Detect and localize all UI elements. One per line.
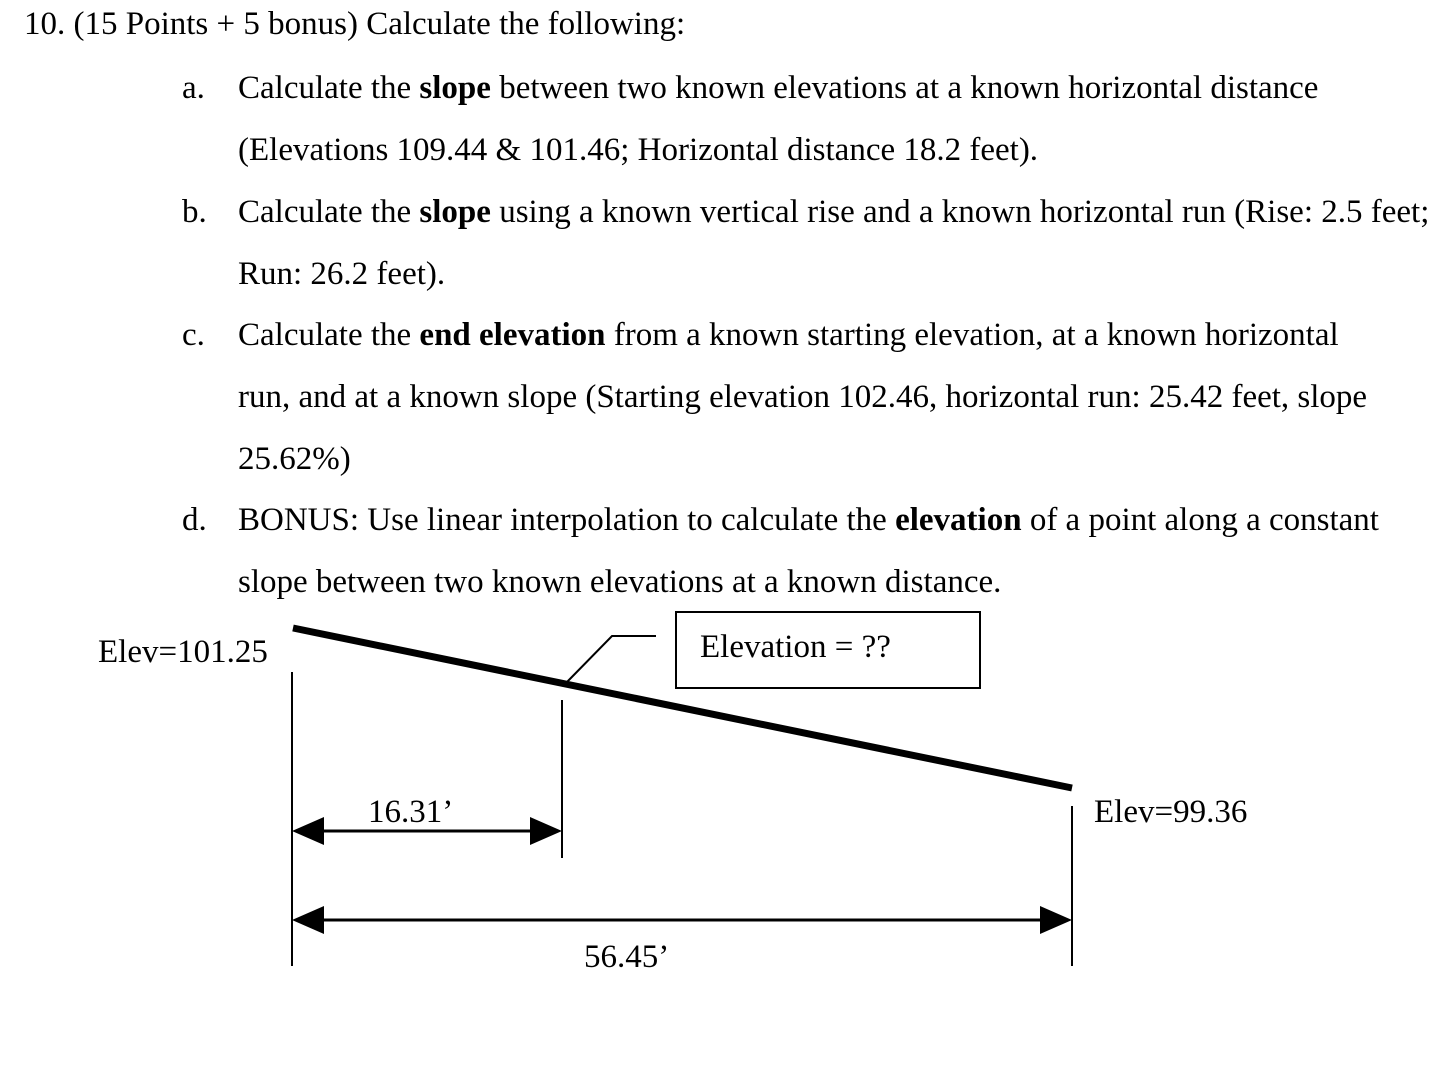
unknown-elevation-label: Elevation = ?? [700, 629, 891, 665]
item-a-post: between two known elevations at a known horizontal distance (Elevations 109.44 & 101.46; Horizontal distance 18.2 feet). [238, 70, 1319, 168]
item-c-letter: c. [182, 317, 205, 353]
callout-leader-line [566, 636, 656, 683]
item-a-bold: slope [419, 70, 491, 106]
end-elevation-label: Elev=99.36 [1094, 794, 1248, 830]
item-d-bold: elevation [895, 502, 1022, 538]
total-dimension-left-arrow-icon [292, 906, 324, 934]
total-dimension-right-arrow-icon [1040, 906, 1072, 934]
item-b-post: using a known vertical rise and a known horizontal run (Rise: 2.5 feet; Run: 26.2 feet). [238, 194, 1430, 292]
question-heading: 10. (15 Points + 5 bonus) Calculate the following: [24, 6, 686, 42]
item-c-bold: end elevation [419, 317, 606, 353]
item-d-pre: BONUS: Use linear interpolation to calculate the [238, 502, 896, 538]
item-d-letter: d. [182, 502, 207, 538]
item-b-pre: Calculate the [238, 194, 420, 230]
partial-dimension-left-arrow-icon [292, 817, 324, 845]
item-c-post: from a known starting elevation, at a known horizontal run, and at a known slope (Starting elevation 102.46, horizontal run: 25.42 feet, slope 25.62%) [238, 317, 1368, 477]
item-b-bold: slope [419, 194, 491, 230]
item-d-post: of a point along a constant slope between two known elevations at a known distance. [238, 502, 1379, 600]
partial-distance-label: 16.31’ [368, 794, 454, 830]
item-b-letter: b. [182, 194, 207, 230]
item-a-letter: a. [182, 70, 205, 106]
item-a-pre: Calculate the [238, 70, 420, 106]
item-c-pre: Calculate the [238, 317, 420, 353]
total-distance-label: 56.45’ [584, 939, 670, 975]
start-elevation-label: Elev=101.25 [98, 634, 268, 670]
partial-dimension-right-arrow-icon [530, 817, 562, 845]
